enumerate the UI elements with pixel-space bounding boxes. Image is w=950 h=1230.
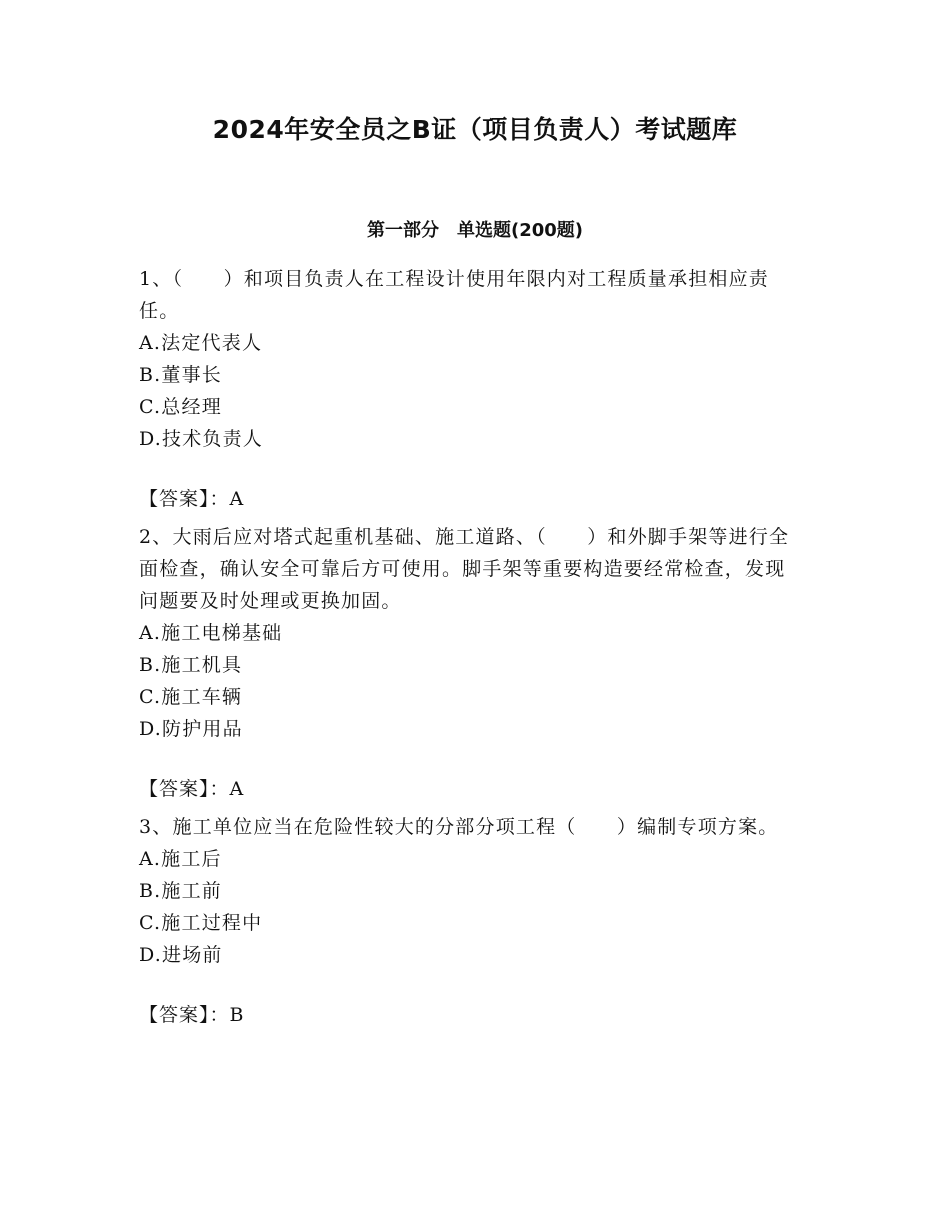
answer-value: A bbox=[229, 778, 245, 800]
option-c: C.施工车辆 bbox=[139, 686, 243, 708]
answer-value: B bbox=[229, 1004, 245, 1026]
question-3 bbox=[139, 811, 799, 1031]
option-d: D.防护用品 bbox=[139, 718, 243, 740]
option-a: A.施工电梯基础 bbox=[139, 622, 283, 644]
option-b: B.董事长 bbox=[139, 364, 223, 386]
answer-value: A bbox=[229, 488, 245, 510]
answer-label: 【答案】： bbox=[139, 1004, 230, 1026]
question-stem: 1、（ ）和项目负责人在工程设计使用年限内对工程质量承担相应责任。 bbox=[139, 268, 769, 322]
answer-label: 【答案】： bbox=[139, 778, 230, 800]
option-a: A.施工后 bbox=[139, 848, 222, 870]
answer-line bbox=[139, 999, 799, 1031]
answer-line bbox=[139, 773, 799, 805]
option-d: D.进场前 bbox=[139, 944, 223, 966]
question-stem: 3、施工单位应当在危险性较大的分部分项工程（ ）编制专项方案。 bbox=[139, 816, 779, 838]
question-stem: 2、大雨后应对塔式起重机基础、施工道路、（ ）和外脚手架等进行全面检查，确认安全可靠后方可使用。脚手架等重要构造要经常检查，发现问题要及时处理或更换加固。 bbox=[139, 526, 790, 612]
question-list bbox=[139, 263, 799, 1037]
section-title: 第一部分 单选题(200题) bbox=[366, 220, 584, 241]
option-d: D.技术负责人 bbox=[139, 428, 263, 450]
question-2 bbox=[139, 521, 799, 805]
document-title: 2024年安全员之B证（项目负责人）考试题库 bbox=[212, 115, 738, 144]
answer-line bbox=[139, 483, 799, 515]
option-c: C.总经理 bbox=[139, 396, 222, 418]
option-b: B.施工机具 bbox=[139, 654, 243, 676]
option-a: A.法定代表人 bbox=[139, 332, 263, 354]
option-c: C.施工过程中 bbox=[139, 912, 263, 934]
answer-label: 【答案】： bbox=[139, 488, 230, 510]
question-1 bbox=[139, 263, 799, 515]
option-b: B.施工前 bbox=[139, 880, 223, 902]
